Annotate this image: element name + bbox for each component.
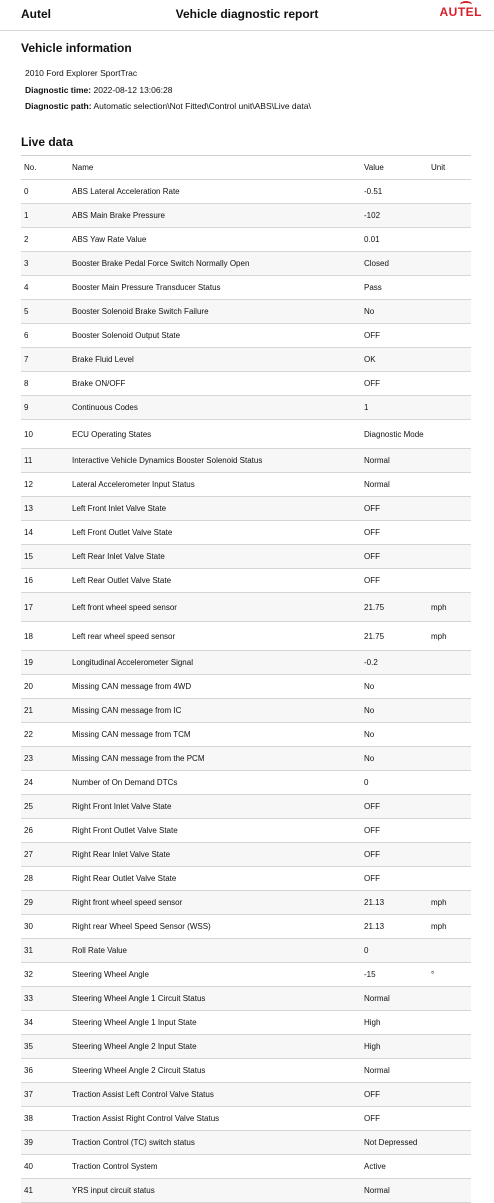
table-row [21, 497, 471, 521]
cell-name: Left Rear Inlet Valve State [69, 545, 361, 569]
cell-name: Traction Assist Right Control Valve Status [69, 1107, 361, 1131]
diagnostic-path [25, 101, 311, 111]
cell-value: OFF [361, 545, 428, 569]
table-row [21, 396, 471, 420]
table-row [21, 228, 471, 252]
cell-no: 7 [21, 348, 69, 372]
table-row [21, 867, 471, 891]
cell-no: 22 [21, 723, 69, 747]
cell-name: Right front wheel speed sensor [69, 891, 361, 915]
table-row [21, 795, 471, 819]
cell-no: 23 [21, 747, 69, 771]
vehicle-info-heading: Vehicle information [21, 41, 132, 55]
logo-text: AUTEL [439, 5, 482, 19]
cell-no: 0 [21, 180, 69, 204]
cell-unit [428, 1059, 471, 1083]
cell-unit [428, 1035, 471, 1059]
cell-name: Missing CAN message from IC [69, 699, 361, 723]
table-row [21, 987, 471, 1011]
table-row [21, 939, 471, 963]
table-row [21, 1011, 471, 1035]
cell-value: 21.75 [361, 622, 428, 651]
cell-value: 21.13 [361, 915, 428, 939]
cell-unit [428, 449, 471, 473]
report-header [0, 0, 494, 31]
table-row [21, 348, 471, 372]
cell-name: Interactive Vehicle Dynamics Booster Solenoid Status [69, 449, 361, 473]
cell-value: Active [361, 1155, 428, 1179]
cell-unit [428, 300, 471, 324]
cell-name: Booster Solenoid Output State [69, 324, 361, 348]
cell-no: 28 [21, 867, 69, 891]
table-row [21, 204, 471, 228]
cell-name: Right rear Wheel Speed Sensor (WSS) [69, 915, 361, 939]
table-row [21, 324, 471, 348]
cell-no: 29 [21, 891, 69, 915]
cell-name: Steering Wheel Angle 2 Input State [69, 1035, 361, 1059]
cell-unit [428, 420, 471, 449]
cell-no: 30 [21, 915, 69, 939]
table-row [21, 1059, 471, 1083]
cell-name: Left rear wheel speed sensor [69, 622, 361, 651]
cell-name: Traction Control System [69, 1155, 361, 1179]
cell-unit [428, 569, 471, 593]
cell-unit [428, 1011, 471, 1035]
cell-value: OFF [361, 324, 428, 348]
cell-no: 4 [21, 276, 69, 300]
brand-name: Autel [21, 7, 51, 21]
cell-unit [428, 939, 471, 963]
cell-value: No [361, 675, 428, 699]
cell-value: OFF [361, 497, 428, 521]
cell-name: Booster Solenoid Brake Switch Failure [69, 300, 361, 324]
report-title: Vehicle diagnostic report [175, 7, 319, 21]
column-header-unit: Unit [428, 156, 471, 180]
cell-no: 34 [21, 1011, 69, 1035]
logo-swoosh-icon [460, 1, 472, 8]
table-row [21, 300, 471, 324]
table-row [21, 723, 471, 747]
cell-unit [428, 348, 471, 372]
cell-value: High [361, 1011, 428, 1035]
cell-unit [428, 675, 471, 699]
cell-value: No [361, 723, 428, 747]
cell-value: Normal [361, 987, 428, 1011]
autel-logo [440, 5, 483, 19]
cell-value: OFF [361, 843, 428, 867]
table-row [21, 569, 471, 593]
column-header-name: Name [69, 156, 361, 180]
table-row [21, 1035, 471, 1059]
cell-value: No [361, 699, 428, 723]
cell-value: Pass [361, 276, 428, 300]
cell-no: 38 [21, 1107, 69, 1131]
cell-value: No [361, 747, 428, 771]
cell-unit [428, 771, 471, 795]
cell-name: Traction Assist Left Control Valve Status [69, 1083, 361, 1107]
cell-no: 37 [21, 1083, 69, 1107]
cell-name: Steering Wheel Angle 1 Input State [69, 1011, 361, 1035]
table-row [21, 1155, 471, 1179]
cell-no: 35 [21, 1035, 69, 1059]
cell-value: 0 [361, 939, 428, 963]
cell-value: Normal [361, 1059, 428, 1083]
cell-name: Steering Wheel Angle 2 Circuit Status [69, 1059, 361, 1083]
table-row [21, 473, 471, 497]
cell-no: 27 [21, 843, 69, 867]
cell-unit [428, 545, 471, 569]
cell-value: No [361, 300, 428, 324]
cell-name: Missing CAN message from TCM [69, 723, 361, 747]
cell-unit [428, 867, 471, 891]
table-row [21, 180, 471, 204]
cell-name: Number of On Demand DTCs [69, 771, 361, 795]
cell-name: Brake ON/OFF [69, 372, 361, 396]
cell-name: Left Front Inlet Valve State [69, 497, 361, 521]
cell-value: Normal [361, 449, 428, 473]
cell-value: 0 [361, 771, 428, 795]
cell-name: Missing CAN message from 4WD [69, 675, 361, 699]
table-row [21, 449, 471, 473]
cell-no: 40 [21, 1155, 69, 1179]
table-row [21, 843, 471, 867]
cell-value: High [361, 1035, 428, 1059]
cell-value: Normal [361, 473, 428, 497]
column-header-no: No. [21, 156, 69, 180]
cell-value: Diagnostic Mode [361, 420, 428, 449]
cell-name: Traction Control (TC) switch status [69, 1131, 361, 1155]
cell-unit [428, 1083, 471, 1107]
cell-no: 24 [21, 771, 69, 795]
cell-name: ECU Operating States [69, 420, 361, 449]
cell-no: 20 [21, 675, 69, 699]
table-row [21, 1107, 471, 1131]
cell-unit [428, 521, 471, 545]
table-header-row [21, 156, 471, 180]
table-row [21, 675, 471, 699]
cell-name: Booster Main Pressure Transducer Status [69, 276, 361, 300]
table-row [21, 1131, 471, 1155]
table-row [21, 1179, 471, 1203]
cell-value: OFF [361, 569, 428, 593]
cell-name: Booster Brake Pedal Force Switch Normally Open [69, 252, 361, 276]
cell-value: OFF [361, 1107, 428, 1131]
cell-name: Right Rear Inlet Valve State [69, 843, 361, 867]
cell-unit: mph [428, 915, 471, 939]
cell-name: Steering Wheel Angle 1 Circuit Status [69, 987, 361, 1011]
cell-value: OFF [361, 795, 428, 819]
table-row [21, 651, 471, 675]
cell-unit [428, 1179, 471, 1203]
cell-unit: mph [428, 622, 471, 651]
cell-value: 1 [361, 396, 428, 420]
cell-name: Roll Rate Value [69, 939, 361, 963]
table-row [21, 915, 471, 939]
cell-name: Right Front Outlet Valve State [69, 819, 361, 843]
cell-no: 2 [21, 228, 69, 252]
cell-name: Missing CAN message from the PCM [69, 747, 361, 771]
cell-unit [428, 473, 471, 497]
cell-value: 0.01 [361, 228, 428, 252]
cell-no: 17 [21, 593, 69, 622]
cell-no: 39 [21, 1131, 69, 1155]
cell-name: Left Front Outlet Valve State [69, 521, 361, 545]
table-row [21, 372, 471, 396]
cell-value: -0.51 [361, 180, 428, 204]
cell-no: 11 [21, 449, 69, 473]
cell-unit [428, 987, 471, 1011]
cell-value: -0.2 [361, 651, 428, 675]
cell-name: YRS input circuit status [69, 1179, 361, 1203]
cell-unit [428, 1131, 471, 1155]
cell-name: Steering Wheel Angle [69, 963, 361, 987]
cell-no: 9 [21, 396, 69, 420]
diagnostic-time-label: Diagnostic time: [25, 85, 92, 95]
cell-name: ABS Main Brake Pressure [69, 204, 361, 228]
cell-value: OFF [361, 1083, 428, 1107]
live-data-rows [21, 180, 471, 1203]
diagnostic-time-value: 2022-08-12 13:06:28 [93, 85, 173, 95]
cell-unit [428, 1107, 471, 1131]
diagnostic-time [25, 85, 172, 95]
live-data-heading: Live data [21, 135, 74, 149]
cell-unit [428, 795, 471, 819]
table-row [21, 545, 471, 569]
cell-no: 18 [21, 622, 69, 651]
cell-unit [428, 228, 471, 252]
cell-unit [428, 699, 471, 723]
live-data-table [21, 155, 471, 1203]
table-row [21, 252, 471, 276]
cell-no: 36 [21, 1059, 69, 1083]
cell-unit [428, 497, 471, 521]
cell-value: Normal [361, 1179, 428, 1203]
table-row [21, 622, 471, 651]
cell-name: Right Front Inlet Valve State [69, 795, 361, 819]
cell-unit [428, 252, 471, 276]
cell-unit [428, 396, 471, 420]
cell-unit [428, 372, 471, 396]
table-row [21, 963, 471, 987]
cell-value: OK [361, 348, 428, 372]
cell-no: 8 [21, 372, 69, 396]
cell-no: 41 [21, 1179, 69, 1203]
cell-no: 5 [21, 300, 69, 324]
table-row [21, 747, 471, 771]
cell-value: Not Depressed [361, 1131, 428, 1155]
cell-no: 19 [21, 651, 69, 675]
cell-name: Brake Fluid Level [69, 348, 361, 372]
cell-unit: mph [428, 891, 471, 915]
cell-name: ABS Lateral Acceleration Rate [69, 180, 361, 204]
cell-name: ABS Yaw Rate Value [69, 228, 361, 252]
cell-unit: mph [428, 593, 471, 622]
cell-value: OFF [361, 372, 428, 396]
cell-name: Lateral Accelerometer Input Status [69, 473, 361, 497]
table-row [21, 819, 471, 843]
cell-value: OFF [361, 521, 428, 545]
cell-unit [428, 819, 471, 843]
table-row [21, 771, 471, 795]
cell-no: 15 [21, 545, 69, 569]
cell-no: 6 [21, 324, 69, 348]
cell-unit [428, 843, 471, 867]
cell-unit [428, 324, 471, 348]
column-header-value: Value [361, 156, 428, 180]
cell-value: OFF [361, 867, 428, 891]
cell-unit [428, 747, 471, 771]
table-row [21, 420, 471, 449]
cell-no: 10 [21, 420, 69, 449]
cell-value: OFF [361, 819, 428, 843]
cell-no: 12 [21, 473, 69, 497]
cell-name: Right Rear Outlet Valve State [69, 867, 361, 891]
cell-value: 21.13 [361, 891, 428, 915]
cell-no: 1 [21, 204, 69, 228]
table-row [21, 593, 471, 622]
table-row [21, 521, 471, 545]
cell-unit [428, 651, 471, 675]
diagnostic-path-value: Automatic selection\Not Fitted\Control unit\ABS\Live data\ [93, 101, 311, 111]
cell-value: -102 [361, 204, 428, 228]
cell-unit [428, 204, 471, 228]
cell-name: Left front wheel speed sensor [69, 593, 361, 622]
cell-no: 33 [21, 987, 69, 1011]
table-row [21, 891, 471, 915]
cell-no: 31 [21, 939, 69, 963]
table-row [21, 1083, 471, 1107]
cell-no: 26 [21, 819, 69, 843]
cell-value: -15 [361, 963, 428, 987]
cell-unit [428, 276, 471, 300]
cell-name: Continuous Codes [69, 396, 361, 420]
vehicle-name: 2010 Ford Explorer SportTrac [25, 68, 138, 78]
cell-unit [428, 1155, 471, 1179]
cell-value: 21.75 [361, 593, 428, 622]
cell-no: 32 [21, 963, 69, 987]
cell-no: 14 [21, 521, 69, 545]
cell-value: Closed [361, 252, 428, 276]
cell-no: 16 [21, 569, 69, 593]
diagnostic-path-label: Diagnostic path: [25, 101, 92, 111]
cell-no: 21 [21, 699, 69, 723]
table-row [21, 699, 471, 723]
cell-name: Left Rear Outlet Valve State [69, 569, 361, 593]
cell-no: 3 [21, 252, 69, 276]
table-row [21, 276, 471, 300]
cell-name: Longitudinal Accelerometer Signal [69, 651, 361, 675]
cell-unit: ° [428, 963, 471, 987]
cell-no: 13 [21, 497, 69, 521]
cell-no: 25 [21, 795, 69, 819]
cell-unit [428, 180, 471, 204]
cell-unit [428, 723, 471, 747]
